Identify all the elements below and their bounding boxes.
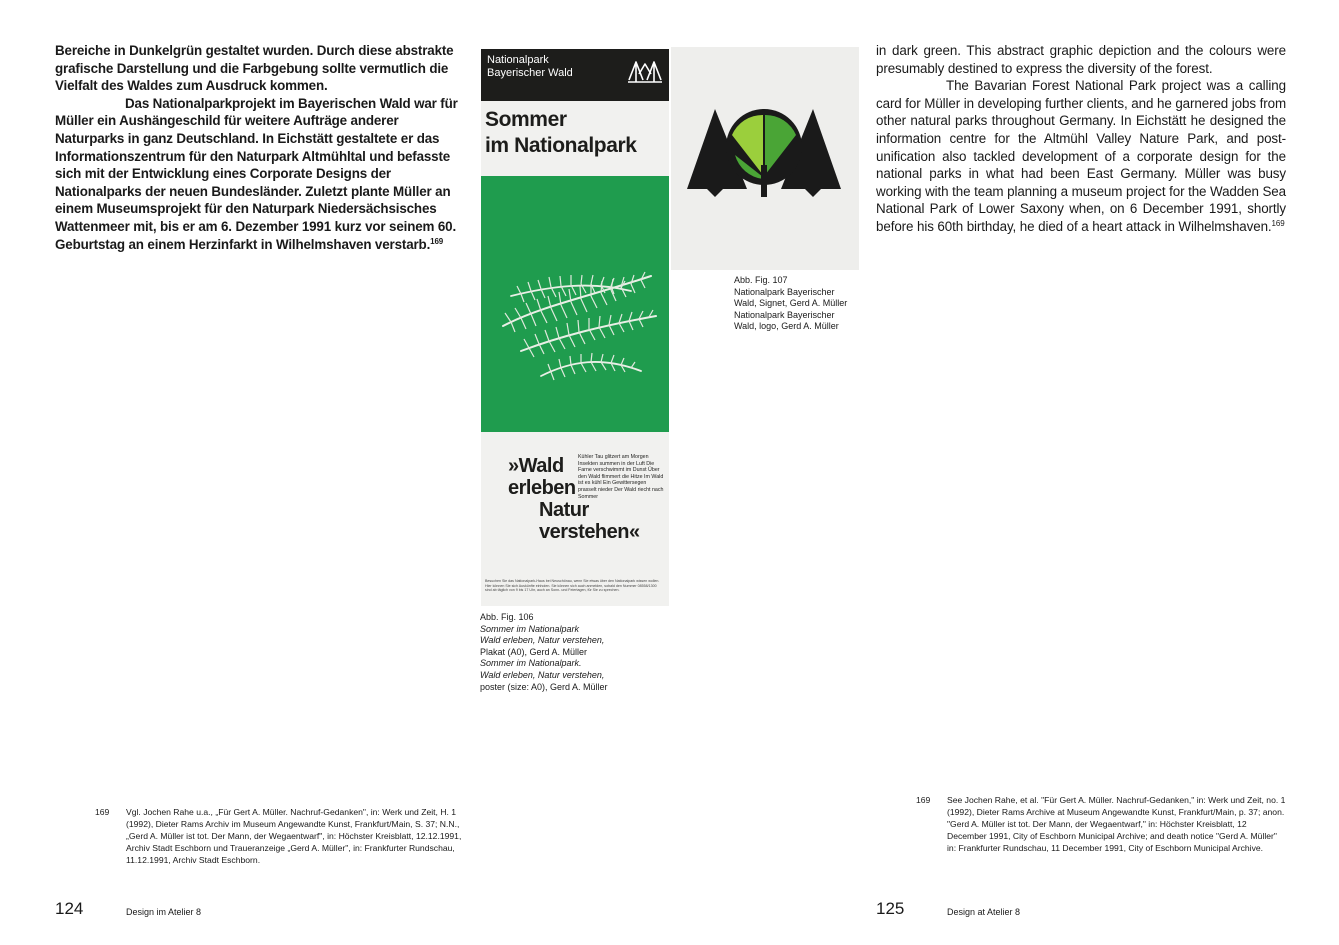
- poster-header-bar: [481, 49, 669, 101]
- poster-subtitle-line-3: Natur: [539, 499, 589, 521]
- caption-fig-107-line: Wald, logo, Gerd A. Müller: [734, 321, 839, 332]
- caption-fig-106-line: Sommer im Nationalpark: [480, 623, 580, 634]
- poster-sommer-im-nationalpark: [481, 49, 669, 606]
- left-running-head: Design im Atelier 8: [126, 907, 202, 917]
- right-paragraph-2-text: The Bavarian Forest National Park project was a calling card for Müller in developing further clients, and he garnered jobs from other natural parks throughout Germany. In Eichstätt he designed the information centre for the Altmühl Valley Nature Park, and post-unification also tackled development of a corporate design for the national parks in what had been East Germany. Müller was busy working with the team planning a museum project for the Wadden Sea National Park of Lower Saxony when, on 6 December 1991, shortly before his 60th birthday, he died of a heart attack in Wilhelmshaven.: [876, 78, 1286, 234]
- caption-fig-106-line: poster (size: A0), Gerd A. Müller: [480, 681, 608, 692]
- caption-fig-106-line: Wald erleben, Natur verstehen,: [480, 669, 605, 680]
- left-body-text: [55, 42, 465, 253]
- left-paragraph-2-text: Das Nationalparkprojekt im Bayerischen Wald war für Müller ein Aushängeschild für weitere Aufträge anderer Naturparks in ganz Deutschland. In Eichstätt gestaltete er das Informationszentrum für den Naturpark Altmühltal und befasste sich mit der Entwicklung eines Corporate Designs der Nationalparks der neuen Bundesländer. Zuletzt plante Müller an einem Museumsprojekt für den Naturpark Niedersächsisches Wattenmeer mit, bis er am 6. Dezember 1991 kurz vor seinem 60. Geburtstag an einem Herzinfarkt in Wilhelmshaven verstarb.: [55, 95, 458, 252]
- poster-poem: Kühler Tau glitzert am Morgen Insekten summen in der Luft Die Farne verschwimmt im Dunst Über den Wald flimmert die Hitze Im Wald ist es kühl Ein Gewittersegen prasselt nieder Der Wald riecht nach Sommer: [578, 454, 664, 500]
- right-page-number: 125: [876, 899, 905, 918]
- caption-fig-106-line: Wald erleben, Natur verstehen,: [480, 635, 605, 646]
- caption-fig-106-line: Sommer im Nationalpark.: [480, 658, 582, 669]
- caption-fig-106-line: Plakat (A0), Gerd A. Müller: [480, 646, 588, 657]
- right-footnote-number: 169: [916, 795, 931, 805]
- poster-title: [485, 107, 637, 159]
- caption-fig-107-line: Nationalpark Bayerischer: [734, 309, 835, 320]
- poster-header-line-2: Bayerischer Wald: [487, 66, 573, 79]
- poster-fine-print: Besuchen Sie das Nationalpark-Haus bei Neuschönau, wenn Sie etwas über den Nationalpark wissen wollen. Hier können Sie sich Auskünfte einholen. Sie können sich auch anmelden, sobald den Nummer 08558/1300 sind ab täglich von 9 bis 17 Uhr, auch an Sonn- und Feiertagen, für Sie zu sprechen.: [485, 579, 660, 593]
- left-footnote-number: 169: [95, 807, 110, 817]
- fern-leaves-icon: [481, 176, 669, 432]
- right-body-text: [876, 42, 1286, 236]
- right-running-head: Design at Atelier 8: [947, 907, 1021, 917]
- left-page-number: 124: [55, 899, 84, 918]
- poster-title-line-2: im Nationalpark: [485, 134, 637, 157]
- poster-tree-logo-icon: [627, 58, 663, 84]
- poster-subtitle-line-4: verstehen«: [539, 521, 640, 543]
- right-footnote-ref[interactable]: 169: [1271, 218, 1285, 228]
- caption-fig-106-label: Abb. Fig. 106: [480, 612, 534, 622]
- left-paragraph-2: [55, 95, 465, 253]
- right-footnote-text: See Jochen Rahe, et al. "Für Gert A. Müller. Nachruf-Gedanken," in: Werk und Zeit, no. 1 (1992), Dieter Rams Archive at Museum Angewandte Kunst, Frankfurt/Main, p. 37; anon. "Gerd A. Müller ist tot. Der Mann, der Wegaentwarf," in: Höchster Kreisblatt, 12 December 1991, City of Eschborn Municipal Archive; and death notice "Gerd A. Müller" in: Frankfurter Rundschau, 11 December 1991, City of Eschborn Municipal Archive.: [947, 795, 1286, 853]
- caption-fig-107-line: Wald, Signet, Gerd A. Müller: [734, 298, 848, 309]
- caption-fig-107-label: Abb. Fig. 107: [734, 275, 788, 285]
- left-footnote-ref[interactable]: 169: [430, 236, 444, 246]
- caption-fig-107-line: Nationalpark Bayerischer: [734, 286, 835, 297]
- poster-header-text: [487, 54, 573, 79]
- poster-header-line-1: Nationalpark: [487, 54, 549, 66]
- poster-subtitle-line-2: erleben: [508, 477, 576, 499]
- nationalpark-tree-logo-icon: [687, 105, 841, 197]
- poster-fern-photo: [481, 176, 669, 432]
- poster-title-line-1: Sommer: [485, 108, 567, 131]
- poster-subtitle-line-1: »Wald: [508, 455, 564, 477]
- nationalpark-logo-card: [671, 47, 859, 270]
- caption-fig-107: [734, 275, 864, 333]
- caption-fig-106: [480, 612, 650, 693]
- right-paragraph-2: [876, 77, 1286, 235]
- left-footnote-text: Vgl. Jochen Rahe u.a., „Für Gert A. Müller. Nachruf-Gedanken", in: Werk und Zeit, H. 1 (1992), Dieter Rams Archiv im Museum Angewandte Kunst, Frankfurt/Main, S. 37; N.N., „Gerd A. Müller ist tot. Der Mann, der Wegaentwarf", in: Höchster Kreisblatt, 12.12.1991, Archiv Stadt Eschborn und Traueranzeige „Gerd A. Müller", in: Frankfurter Rundschau, 11.12.1991, Archiv Stadt Eschborn.: [126, 807, 462, 865]
- right-paragraph-1: in dark green. This abstract graphic depiction and the colours were presumably destined to express the diversity of the forest.: [876, 43, 1286, 76]
- left-paragraph-1: Bereiche in Dunkelgrün gestaltet wurden. Durch diese abstrakte grafische Darstellung und die Farbgebung sollte vermutlich die Vielfalt des Waldes zum Ausdruck kommen.: [55, 43, 454, 94]
